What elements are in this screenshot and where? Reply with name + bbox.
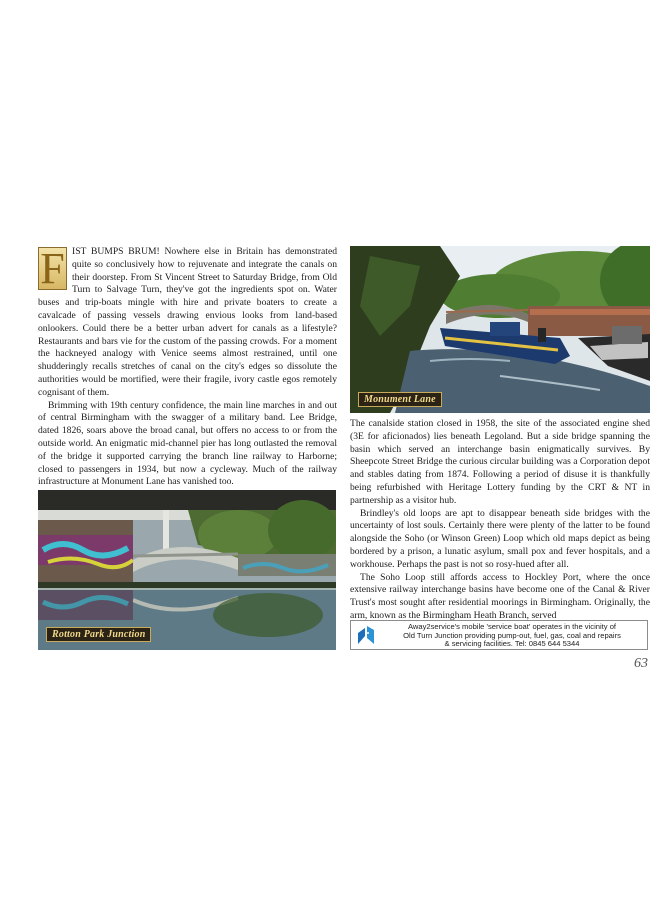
body-paragraph: Brindley's old loops are apt to disappear beneath side bridges with the uncertainty of lost souls. Certainly there were plenty of the latter to be found alongside the Soho (or Winson Green) Loop which old maps depict as being bordered by a prison, a lunatic asylum, small pox and fever hospitals, and a workhouse. Perhaps the past is not so rosy-hued after all. (350, 507, 650, 570)
advert-line: & servicing facilities. Tel: 0845 644 5344 (444, 639, 580, 649)
left-text-column (38, 246, 337, 489)
monument-lane-caption: Monument Lane (358, 392, 442, 407)
rotton-park-junction-photo (38, 490, 336, 650)
body-paragraph: The canalside station closed in 1958, the site of the associated engine shed (3E for aficionados) lies beneath Legoland. But a side bridge spanning the basin which served an interchange basin enigmatically survives. By Sheepcote Street Bridge the curious circular building was a Corporation depot and stables dating from 1874. Following a period of disuse it is thankfully being refurbished with Heritage Lottery funding by the CRT & NT in partnership as a visitor hub. (350, 418, 650, 506)
page-number: 63 (634, 656, 648, 671)
advert-line: Away2service's mobile 'service boat' operates in the vicinity of (407, 622, 617, 631)
service-advert-text (381, 623, 643, 649)
service-boat-logo-icon (355, 624, 377, 646)
rotton-park-junction-image (38, 490, 336, 650)
monument-lane-image (350, 246, 650, 413)
advert-line: Old Turn Junction providing pump-out, fuel, gas, coal and repairs (403, 630, 621, 640)
drop-cap: F (38, 247, 67, 290)
intro-text: IST BUMPS BRUM! Nowhere else in Britain has demonstrated quite so conclusively how to rejuvenate and integrate the canals on their doorstep. From St Vincent Street to Saturday Bridge, from Old Turn to Salvage Turn, they've got the ingredients spot on. Water buses and trip-boats mingle with hire and private boaters to create a cavalcade of passing vessels drawing envious looks from land-based onlookers. Could there be a better urban advert for canals as a lifestyle? Restaurants and bars vie for the custom of the passing crowds. For a moment the hackneyed analogy with Venice seems almost restrained, until one shudderingly recalls stretches of canal on the city's edges so dissolute the authorities would be mortified, were their fragile, ivory castle egos remotely cognisant of them. (38, 246, 337, 398)
body-paragraph: The Soho Loop still affords access to Hockley Port, where the once extensive railway interchange basins have become one of the Canal & River Trust's most sought after residential moorings in Birmingham. Originally, the arm, known as the Birmingham Heath Branch, served (350, 571, 650, 621)
rotton-park-junction-caption: Rotton Park Junction (46, 627, 151, 642)
right-text-column (350, 418, 650, 623)
body-paragraph: Brimming with 19th century confidence, the main line marches in and out of central Birmingham with the swagger of a military band. Lee Bridge, dated 1826, soars above the broad canal, but offers no access to or from the outside world. An enigmatic mid-channel pier has long outlasted the removal of the bridge it supported carrying the branch line railway to Harborne; closed to passengers in 1934, but now a cycleway. Much of the railway infrastructure at Monument Lane has vanished too. (38, 399, 337, 488)
service-advert-box (350, 620, 648, 650)
intro-paragraph (38, 246, 337, 400)
monument-lane-photo (350, 246, 650, 413)
